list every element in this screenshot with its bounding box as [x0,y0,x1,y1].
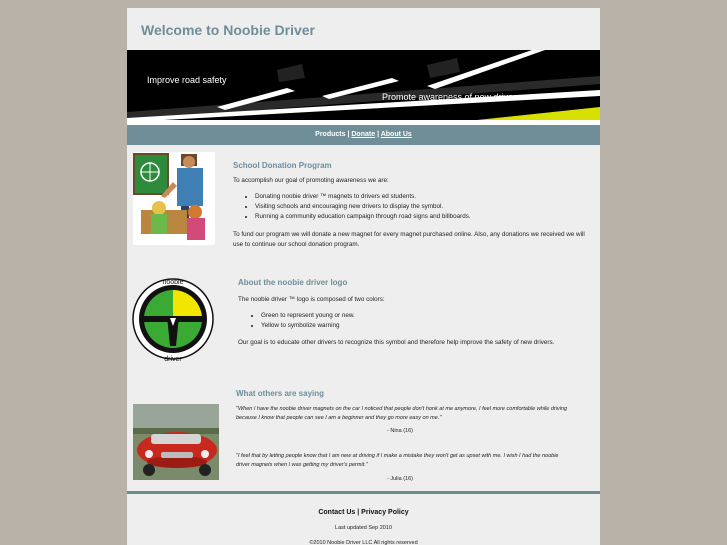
logo-bottom-text: driver [164,356,182,363]
logo-bullet-list [248,311,581,331]
footer-links [127,509,600,516]
page-container [127,8,600,545]
footer-separator: | [357,509,360,516]
donation-outro: To fund our program we will donate a new magnet for every magnet purchased online. Also, any donations we received we will use to continue our school donation program. [233,231,585,248]
banner-right-text: Promote awareness of new drivers [382,92,521,102]
privacy-link[interactable]: Privacy Policy [361,509,409,516]
list-item: • Donating noobie driver ™ magnets to drivers ed students. [255,192,595,202]
logo-section-title: About the noobie driver logo [238,278,348,287]
donation-section-title: School Donation Program [233,161,332,170]
testimonial-author-1: - Nina (16) [387,428,413,434]
contact-link[interactable]: Contact Us [318,509,356,516]
logo-outro: Our goal is to educate other drivers to recognize this symbol and therefore help improve the safety of new drivers. [238,339,555,346]
nav-separator: | [347,131,350,138]
site-title: Welcome to Noobie Driver [141,22,316,38]
red-car-photo [133,404,219,480]
banner [127,50,600,120]
list-item: • Visiting schools and encouraging new drivers to display the symbol. [255,202,595,212]
logo-top-text: noobie [162,279,184,286]
footer [127,494,600,545]
header [127,8,600,50]
list-item: • Yellow to symbolize warning [261,321,581,331]
testimonial-quote-2: "I feel that by letting people know that I am new at driving if I make a mistake they won't get as upset with me. I wish I had the noobie driver magnets when I was getting my driver's permit." [236,453,559,468]
testimonial-author-2: - Julia (16) [387,476,413,482]
road-graphic [127,50,600,120]
last-updated-text: Last updated Sep 2010 [335,525,392,531]
noobie-driver-logo [131,274,215,364]
nav-products-link[interactable]: Products [315,131,346,138]
copyright-text: ©2010 Noobie Driver LLC All rights reserved [309,540,418,545]
main-content [127,145,600,491]
donation-intro: To accomplish our goal of promoting awareness we are: [233,177,389,184]
list-item: • Running a community education campaign through road signs and billboards. [255,212,595,222]
classroom-illustration [133,152,215,245]
donation-bullet-list [242,192,595,222]
testimonials-title: What others are saying [236,389,325,398]
nav-donate-link[interactable]: Donate [351,131,376,138]
nav-about-link[interactable]: About Us [380,131,412,138]
banner-left-text: Improve road safety [147,75,227,85]
testimonial-quote-1: "When I have the noobie driver magnets on the car I noticed that people don't honk at me anymore, I feel more comfortable while driving because I know that people can see I am a beginner and they go more easy on me." [236,406,568,421]
nav-bar [127,125,600,145]
logo-intro: The noobie driver ™ logo is composed of two colors: [238,296,385,303]
nav-separator: | [377,131,380,138]
list-item: • Green to represent young or new. [261,311,581,321]
